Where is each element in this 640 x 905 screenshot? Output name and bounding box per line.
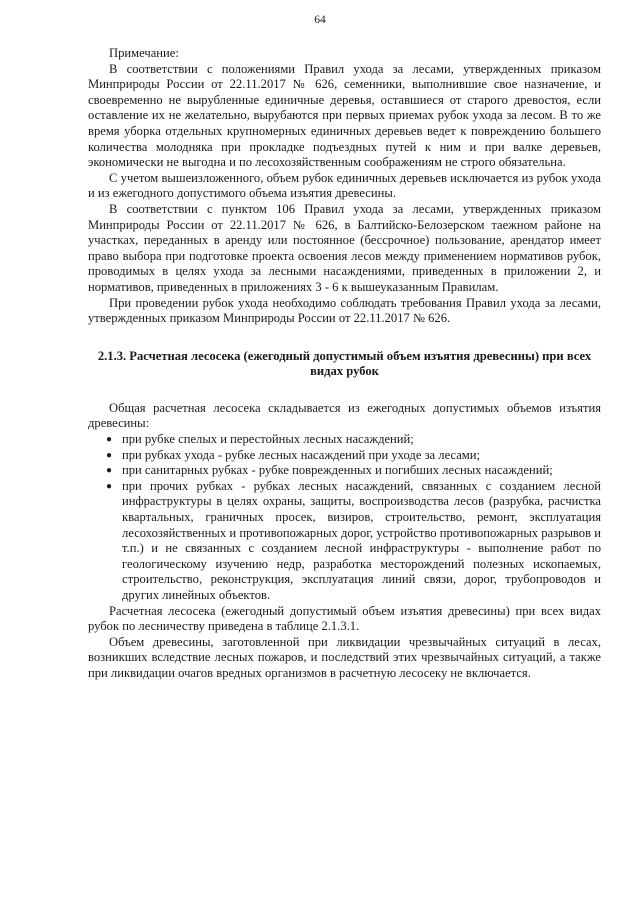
bullet-item — [88, 432, 601, 448]
note-paragraph-2: С учетом вышеизложенного, объем рубок единичных деревьев исключается из рубок ухода и из ежегодного допустимого объема изъятия древесины. — [88, 170, 601, 201]
section-heading: 2.1.3. Расчетная лесосека (ежегодный допустимый объем изъятия древесины) при всех видах рубок — [97, 348, 592, 379]
note-paragraph-3: В соответствии с пунктом 106 Правил ухода за лесами, утвержденных приказом Минприроды России от 22.11.2017 № 626, в Балтийско-Белозерском таежном районе на участках, переданных в аренду или постоянное (бессрочное) пользование, арендатор имеет право выбора при подготовке проекта освоения лесов между применением нормативов рубок, проводимых в целях ухода за лесными насаждениями, приведенных в приложении 2, и нормативов, приведенных в приложениях 3 - 6 к вышеуказанным Правилам. — [88, 201, 601, 294]
note-paragraph-1: В соответствии с положениями Правил ухода за лесами, утвержденных приказом Минприроды России от 22.11.2017 № 626, семенники, выполнившие свое назначение, и своевременно не вырубленные единичные деревья, оставшиеся от старого древостоя, если оставление их не желательно, вырубаются при первых приемах рубок ухода за лесом. В то же время уборка отдельных крупномерных единичных деревьев ведет к повреждению большего количества молодняка при прокладке подъездных путей к ним и при валке деревьев, экономически не выгодна и по лесохозяйственным соображениям не строго обязательна. — [88, 61, 601, 170]
bullet-icon: ● — [106, 465, 113, 477]
bullet-text: при санитарных рубках - рубке поврежденных и погибших лесных насаждений; — [122, 463, 553, 478]
bullet-text: при прочих рубках - рубках лесных насаждений, связанных с созданием лесной инфраструктуры в целях охраны, защиты, воспроизводства лесов (разрубка, расчистка квартальных, граничных просек, визиров, строительство, ремонт, эксплуатация лесохозяйственных и противопожарных дорог, устройство противопожарных разрывов и т.п.) и не связанных с созданием лесной инфраструктуры - выполнение работ по геологическому изучению недр, разработка месторождений полезных ископаемых, строительство, реконструкция, эксплуатация линий связи, дорог, трубопроводов и других линейных объектов. — [122, 478, 601, 602]
note-title: Примечание: — [109, 46, 179, 60]
bullet-item — [88, 463, 601, 479]
bullet-item — [88, 448, 601, 464]
bullet-item — [88, 479, 601, 604]
bullet-icon: ● — [106, 480, 113, 492]
page-content — [88, 46, 601, 682]
section-paragraph-1: Расчетная лесосека (ежегодный допустимый объем изъятия древесины) при всех видах рубок по лесничеству приведена в таблице 2.1.3.1. — [88, 603, 601, 634]
bullet-text: при рубках ухода - рубке лесных насаждений при уходе за лесами; — [122, 447, 481, 462]
bullet-icon: ● — [106, 434, 113, 446]
section-paragraph-2: Объем древесины, заготовленной при ликвидации чрезвычайных ситуаций в лесах, возникших вследствие лесных пожаров, и последствий этих чрезвычайных ситуаций, а также при ликвидации очагов вредных организмов в расчетную лесосеку не включается. — [88, 634, 601, 680]
bullet-list — [88, 432, 601, 604]
section-intro: Общая расчетная лесосека складывается из ежегодных допустимых объемов изъятия древесины: — [88, 400, 601, 431]
note-paragraph-4: При проведении рубок ухода необходимо соблюдать требования Правил ухода за лесами, утвержденных приказом Минприроды России от 22.11.2017 № 626. — [88, 295, 601, 326]
page-number: 64 — [314, 14, 326, 26]
bullet-text: при рубке спелых и перестойных лесных насаждений; — [122, 432, 414, 447]
bullet-icon: ● — [106, 449, 113, 461]
